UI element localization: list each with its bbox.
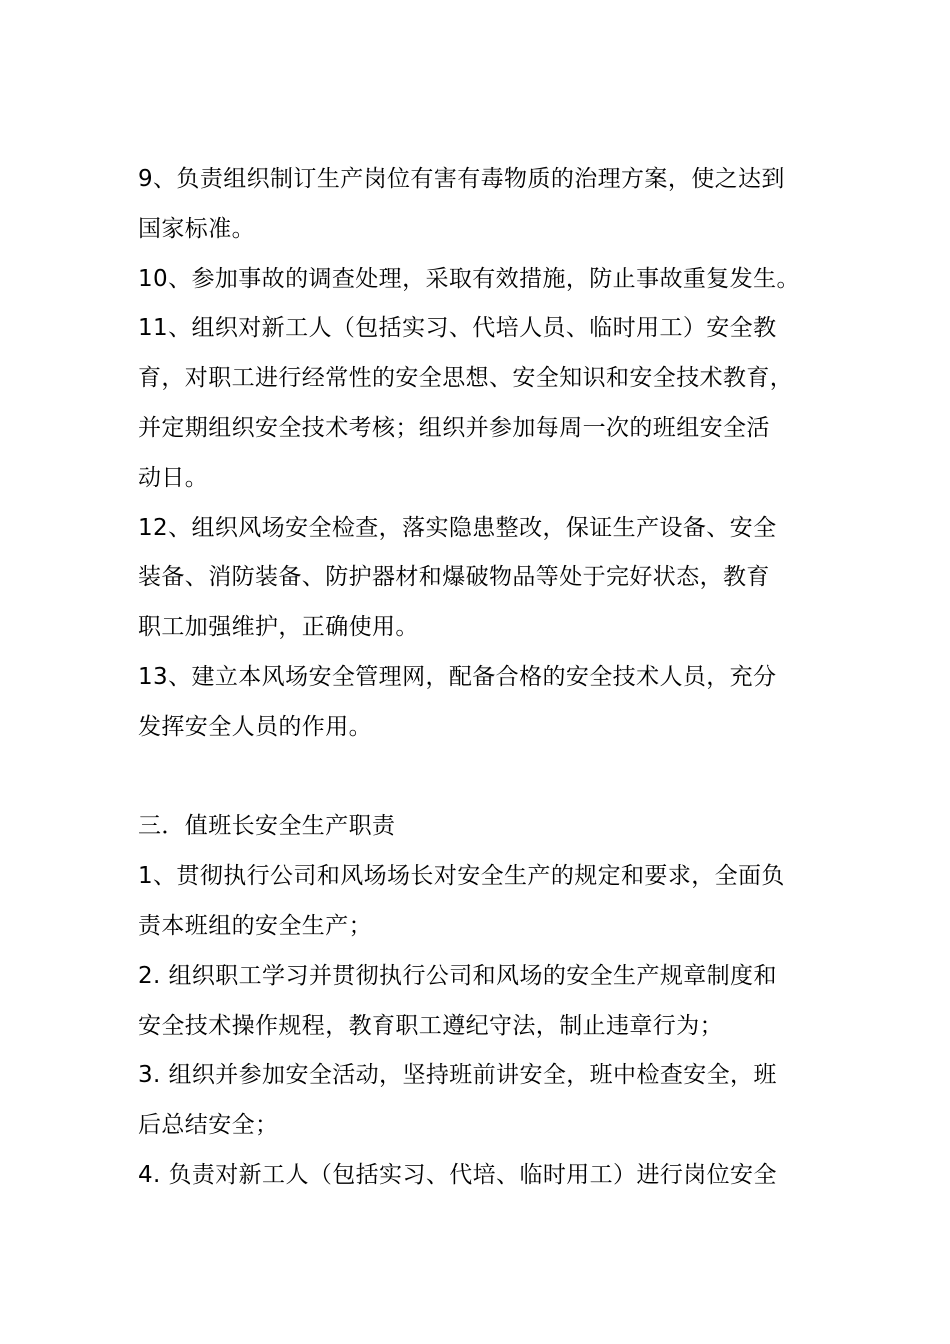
text-line: 发挥安全人员的作用。	[138, 713, 372, 740]
text-line: 12、组织风场安全检查，落实隐患整改，保证生产设备、安全	[138, 514, 777, 541]
text-line: 国家标准。	[138, 215, 255, 242]
text-line: 10、参加事故的调查处理，采取有效措施，防止事故重复发生。	[138, 265, 800, 292]
text-line: 并定期组织安全技术考核；组织并参加每周一次的班组安全活	[138, 414, 770, 441]
duty-item-4	[138, 1151, 828, 1201]
text-line: 后总结安全；	[138, 1112, 279, 1139]
text-line: 动日。	[138, 464, 209, 491]
text-line: 13、建立本风场安全管理网，配备合格的安全技术人员，充分	[138, 663, 777, 690]
duty-item-2	[138, 952, 828, 1052]
text-line: 3. 组织并参加安全活动，坚持班前讲安全，班中检查安全，班	[138, 1062, 777, 1089]
text-line: 安全技术操作规程，教育职工遵纪守法，制止违章行为；	[138, 1012, 723, 1039]
document-body	[138, 155, 828, 1201]
text-line: 责本班组的安全生产；	[138, 912, 372, 939]
text-line: 11、组织对新工人（包括实习、代培人员、临时用工）安全教	[138, 315, 777, 342]
text-line: 育，对职工进行经常性的安全思想、安全知识和安全技术教育，	[138, 365, 794, 392]
list-item-10	[138, 255, 828, 305]
text-line: 2. 组织职工学习并贯彻执行公司和风场的安全生产规章制度和	[138, 962, 777, 989]
duty-item-3	[138, 1051, 828, 1151]
list-item-13	[138, 653, 828, 753]
section-title: 三．值班长安全生产职责	[138, 813, 396, 840]
blank-line	[138, 753, 828, 803]
text-line: 装备、消防装备、防护器材和爆破物品等处于完好状态，教育	[138, 564, 770, 591]
text-line: 1、贯彻执行公司和风场场长对安全生产的规定和要求，全面负	[138, 863, 785, 890]
text-line: 9、负责组织制订生产岗位有害有毒物质的治理方案，使之达到	[138, 166, 785, 192]
list-item-12	[138, 504, 828, 653]
text-line: 职工加强维护，正确使用。	[138, 614, 419, 641]
list-item-11	[138, 304, 828, 503]
duty-item-1	[138, 852, 828, 952]
text-line: 4. 负责对新工人（包括实习、代培、临时用工）进行岗位安全	[138, 1161, 777, 1188]
list-item-9	[138, 155, 828, 255]
